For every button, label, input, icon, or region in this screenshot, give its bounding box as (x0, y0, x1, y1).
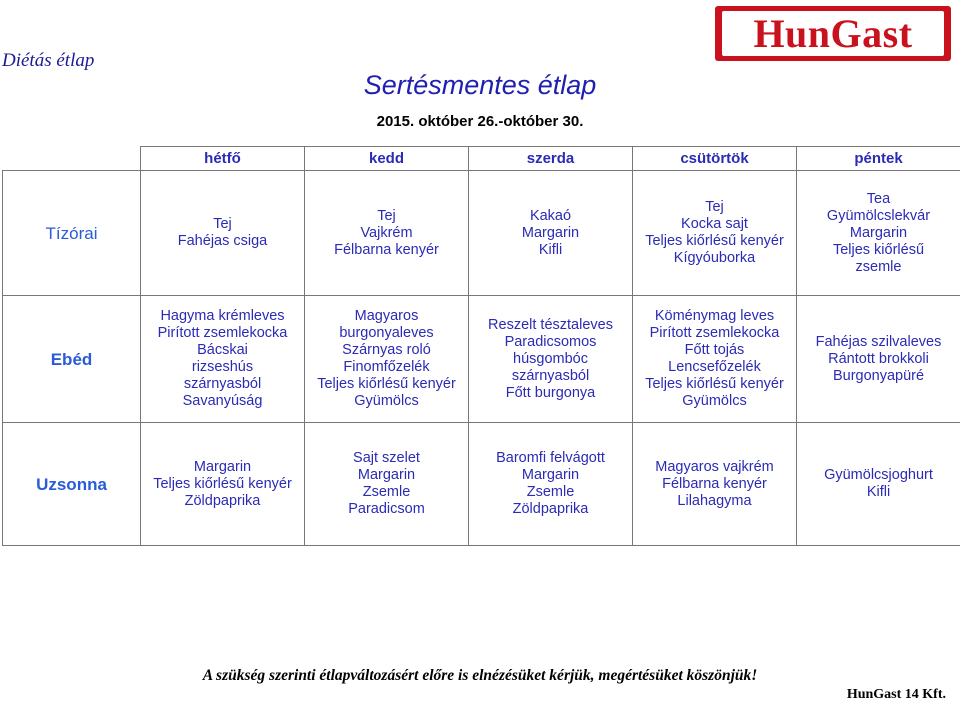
logo-panel (722, 11, 944, 56)
day-header-wednesday: szerda (469, 147, 633, 171)
menu-item: Zöldpaprika (512, 501, 589, 517)
page-title: Sertésmentes étlap (363, 70, 597, 100)
menu-item: Tej (377, 207, 396, 224)
menu-cell-tuesday (305, 171, 469, 296)
menu-item: Félbarna kenyér (334, 241, 439, 258)
menu-item: Magyaros (354, 308, 419, 324)
menu-item: Kifli (866, 484, 891, 500)
menu-item: Félbarna kenyér (662, 475, 767, 492)
menu-item: Tej (705, 199, 724, 215)
menu-item: Baromfi felvágott (496, 450, 605, 466)
meal-label-tizorai: Tízórai (3, 171, 141, 296)
menu-item: Tea (866, 190, 891, 207)
menu-item: Főtt burgonya (505, 384, 596, 401)
menu-cell-monday (141, 171, 305, 296)
day-header-row (3, 147, 960, 171)
menu-cell-friday (797, 171, 960, 296)
menu-row (3, 423, 960, 546)
header-corner (3, 147, 141, 171)
menu-cell-friday (797, 423, 960, 546)
meal-label-ebed: Ebéd (3, 296, 141, 423)
day-header-tuesday: kedd (305, 147, 469, 171)
day-header-friday: péntek (797, 147, 960, 171)
menu-cell-wednesday (469, 296, 633, 423)
menu-cell-wednesday (469, 423, 633, 546)
menu-item: Vajkrém (360, 224, 413, 241)
menu-item: Zsemle (362, 484, 411, 500)
menu-item: burgonyaleves (339, 325, 434, 341)
menu-item: Margarin (849, 224, 908, 241)
menu-item: Pirított zsemlekocka (157, 325, 288, 341)
menu-item: Sajt szelet (353, 450, 420, 466)
menu-item: Gyümölcsjoghurt (824, 467, 933, 483)
menu-cell-tuesday (305, 296, 469, 423)
menu-item: Margarin (521, 467, 580, 483)
menu-item: Paradicsom (348, 501, 425, 517)
menu-item: Teljes kiőrlésű kenyér (317, 376, 456, 392)
menu-cell-wednesday (469, 171, 633, 296)
menu-item: Zöldpaprika (184, 492, 261, 509)
menu-item: Kakaó (529, 207, 572, 224)
menu-item: szárnyasból (183, 376, 262, 392)
menu-item: Teljes kiőrlésű (832, 241, 925, 258)
menu-item: Zsemle (526, 484, 575, 500)
hungast-logo (715, 6, 951, 61)
menu-item: zsemle (855, 258, 902, 275)
menu-item: Gyümölcs (682, 393, 747, 409)
menu-item: Kocka sajt (681, 216, 748, 232)
menu-item: Rántott brokkoli (828, 350, 929, 367)
menu-item: Fahéjas csiga (177, 233, 268, 249)
menu-item: Finomfőzelék (343, 359, 430, 375)
menu-item: Köménymag leves (654, 308, 775, 324)
menu-item: Teljes kiőrlésű kenyér (645, 233, 784, 249)
menu-item: Burgonyapüré (832, 367, 925, 384)
menu-cell-monday (141, 423, 305, 546)
menu-item: Szárnyas roló (342, 342, 431, 358)
menu-item: Bácskai (197, 342, 248, 358)
day-header-thursday: csütörtök (633, 147, 797, 171)
menu-item: Paradicsomos (504, 333, 597, 350)
menu-row (3, 171, 960, 296)
menu-cell-thursday (633, 296, 797, 423)
menu-item: Kígyóuborka (673, 250, 756, 266)
menu-item: Kifli (538, 241, 563, 258)
menu-item: Margarin (521, 224, 580, 241)
diet-menu-label: Diétás étlap (2, 50, 95, 71)
menu-item: Magyaros vajkrém (655, 458, 774, 475)
menu-cell-thursday (633, 423, 797, 546)
menu-item: rizseshús (191, 359, 254, 375)
menu-item: Margarin (357, 467, 416, 483)
day-header-monday: hétfő (141, 147, 305, 171)
menu-row (3, 296, 960, 423)
menu-item: Hagyma krémleves (160, 308, 285, 324)
menu-cell-thursday (633, 171, 797, 296)
logo-text: HunGast (753, 11, 913, 56)
menu-item: Tej (213, 216, 232, 232)
menu-item: szárnyasból (511, 367, 590, 384)
menu-item: Teljes kiőrlésű kenyér (153, 475, 292, 492)
menu-item: Margarin (193, 458, 252, 475)
weekly-menu-table (2, 146, 960, 546)
menu-cell-monday (141, 296, 305, 423)
footer-note: A szükség szerinti étlapváltozásért előre is elnézésüket kérjük, megértésüket köszönjük! (202, 667, 758, 684)
menu-item: Teljes kiőrlésű kenyér (645, 376, 784, 392)
menu-item: Lencsefőzelék (668, 359, 761, 375)
menu-item: Főtt tojás (684, 342, 745, 358)
menu-item: Gyümölcslekvár (826, 207, 931, 224)
meal-label-uzsonna: Uzsonna (3, 423, 141, 546)
footer-company: HunGast 14 Kft. (846, 687, 946, 702)
menu-cell-friday (797, 296, 960, 423)
date-range: 2015. október 26.-október 30. (376, 113, 584, 130)
menu-item: Pirított zsemlekocka (649, 325, 780, 341)
menu-item: Savanyúság (182, 393, 263, 409)
menu-item: húsgombóc (513, 350, 588, 367)
menu-cell-tuesday (305, 423, 469, 546)
menu-item: Fahéjas szilvaleves (815, 333, 942, 350)
menu-item: Reszelt tésztaleves (488, 316, 613, 333)
menu-item: Gyümölcs (354, 393, 419, 409)
menu-item: Lilahagyma (677, 492, 752, 509)
